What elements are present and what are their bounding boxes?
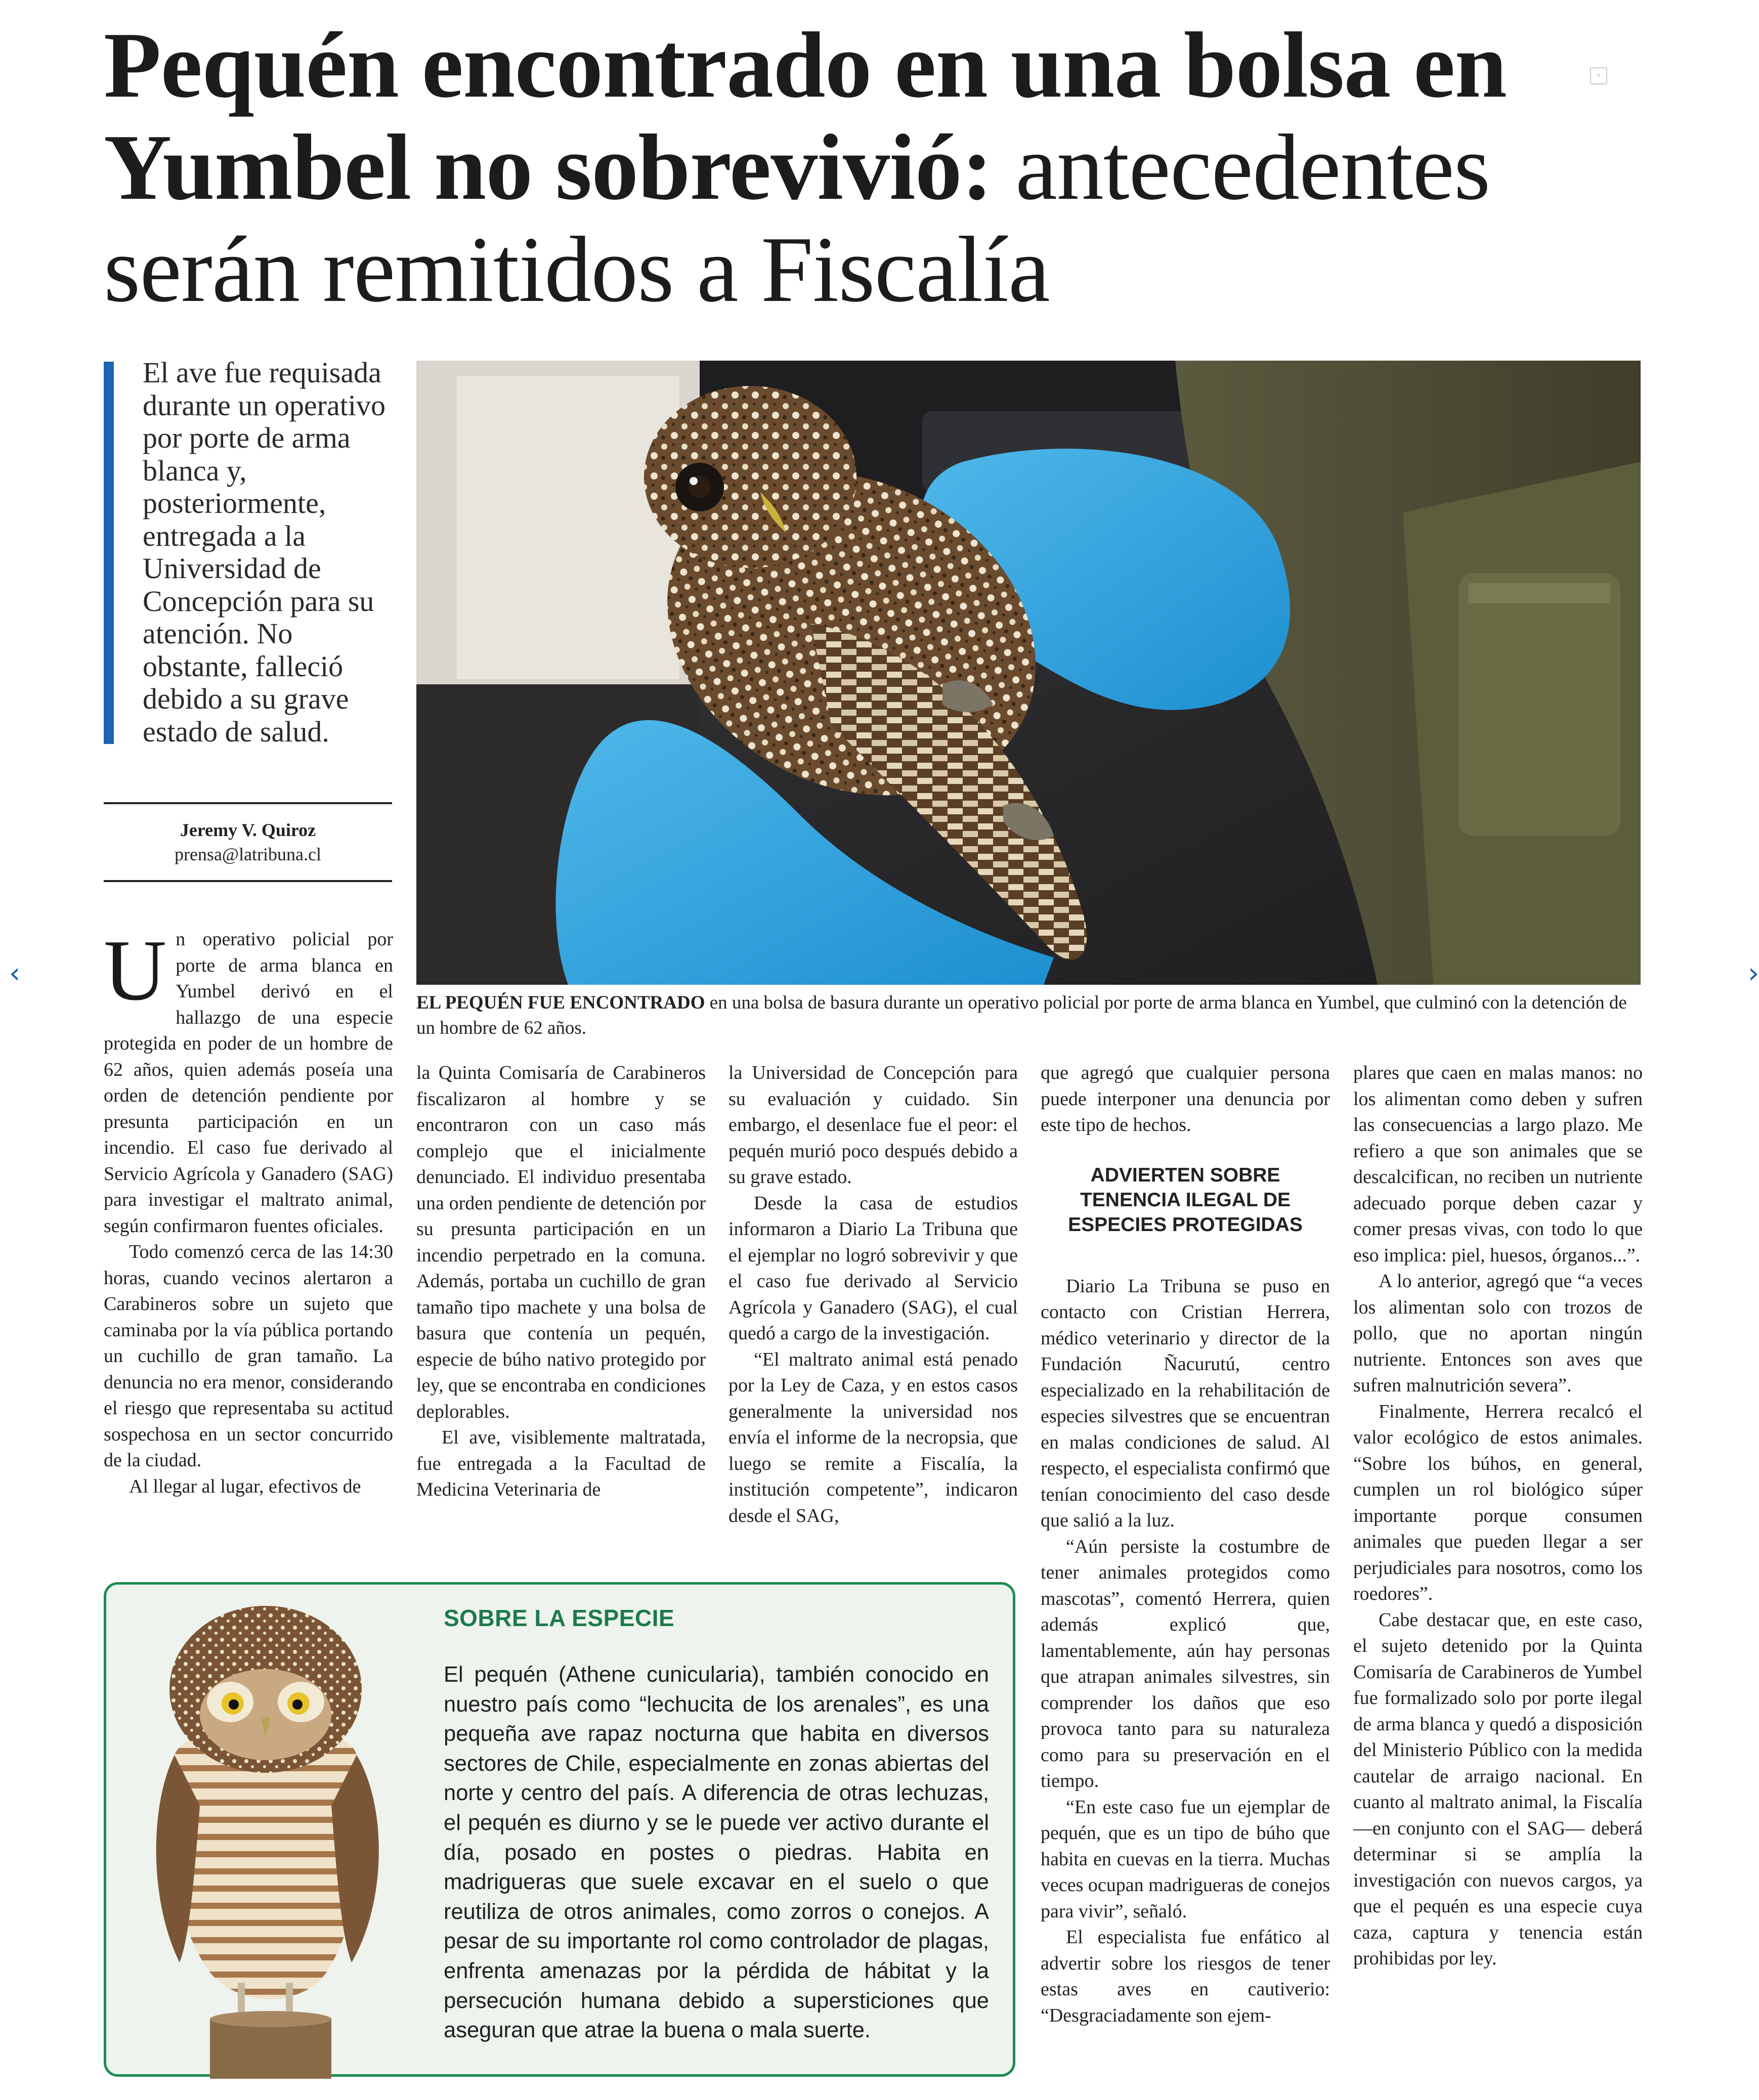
lead-accent-bar (104, 362, 114, 744)
lead-paragraph: El ave fue requisada durante un operativo por porte de arma blanca y, posteriormente, entregada a la Universidad de Concepción para su atención. No obstante, falleció debido a su grave estado de salud. (143, 356, 385, 748)
drop-cap: U (104, 923, 167, 1019)
photo-caption (416, 990, 1641, 1041)
headline (104, 14, 1601, 321)
body-paragraph: la Universidad de Concepción para su evaluación y cuidado. Sin embargo, el desenlace fue el peor: el pequén murió poco después debido a su grave estado. (728, 1062, 1018, 1188)
headline-bold: Pequén encontrado en una bolsa en Yumbel no sobrevivió: (104, 13, 1507, 220)
headline-light: antecedentes serán remitidos a Fiscalía (104, 115, 1490, 322)
caption-rest: en una bolsa de basura durante un operativo policial por porte de arma blanca en Yumbel, que culminó con la detención de un hombre de 62 años. (416, 992, 1627, 1038)
box-title: SOBRE LA ESPECIE (444, 1605, 675, 1631)
body-paragraph: Diario La Tribuna se puso en contacto con Cristian Herrera, médico veterinario y director de la Fundación Ñacurutú, centro especializado en la rehabilitación de especies silvestres que se encuentran en malas condiciones de salud. Al respecto, el especialista confirmó que tenían conocimiento del caso desde que salió a la luz. (1041, 1275, 1330, 1531)
body-text: n operativo policial por porte de arma blanca en Yumbel derivó en el hallazgo de una especie protegida en poder de un hombre de 62 años, quien además poseía una orden de detención pendiente por presunta participación en un incendio. El caso fue derivado al Servicio Agrícola y Ganadero (SAG) para investigar el maltrato animal, según confirmaron fuentes oficiales. (104, 929, 393, 1237)
body-paragraph: Al llegar al lugar, efectivos de (129, 1475, 361, 1497)
body-column-2 (416, 1060, 706, 1503)
byline-author: Jeremy V. Quiroz (180, 820, 316, 840)
body-paragraph: “Aún persiste la costumbre de tener animales protegidos como mascotas”, comentó Herrera, quien además explicó que, lamentablemente, aún hay personas que atrapan animales silvestres, sin comprender los daños que eso provoca tanto para su naturaleza como para su preservación en el tiempo. (1041, 1536, 1330, 1791)
body-paragraph: A lo anterior, agregó que “a veces los alimentan solo con trozos de pollo, que no aportan ningún nutriente. Entonces son aves que sufren malnutrición severa”. (1353, 1271, 1643, 1396)
body-paragraph: “El maltrato animal está penado por la Ley de Caza, y en estos casos generalmente la universidad nos envía el informe de la necropsia, que luego se remite a Fiscalía, la institución competente”, indicaron desde el SAG, (728, 1348, 1018, 1526)
caption-lead: EL PEQUÉN FUE ENCONTRADO (416, 992, 705, 1013)
section-subhead: ADVIERTEN SOBRE TENENCIA ILEGAL DE ESPECIES PROTEGIDAS (1068, 1164, 1303, 1236)
byline-bottom-rule (104, 880, 392, 882)
burrowing-owl-illustration-icon (134, 1588, 417, 2079)
body-column-5 (1353, 1060, 1643, 1972)
body-paragraph: “En este caso fue un ejemplar de pequén, que es un tipo de búho que habita en cuevas en la tierra. Muchas veces ocupan madrigueras de conejos para vivir”, señaló. (1041, 1796, 1330, 1922)
byline-top-rule (104, 802, 392, 804)
body-paragraph: El ave, visiblemente maltratada, fue entregada a la Facultad de Medicina Veterinaria de (416, 1427, 706, 1500)
body-paragraph: Finalmente, Herrera recalcó el valor ecológico de estos animales. “Sobre los búhos, en general, cumplen un rol biológico súper importante porque consumen animales que pueden llegar a ser perjudiciales para nosotros, como los roedores”. (1353, 1401, 1643, 1604)
byline-email: prensa@latribuna.cl (174, 844, 322, 864)
body-paragraph: que agregó que cualquier persona puede interponer una denuncia por este tipo de hechos. (1041, 1062, 1330, 1135)
body-column-3 (728, 1060, 1018, 1529)
page-marker-icon: ▫ (1590, 67, 1607, 84)
body-paragraph: plares que caen en malas manos: no los alimentan como deben y sufren las consecuencias a largo plazo. Me refiero a que son animales que se descalcifican, no reciben un nutriente adecuado porque deben cazar y comer presas vivas, con todo lo que eso implica: piel, huesos, órganos...”. (1353, 1062, 1643, 1266)
body-paragraph: El especialista fue enfático al advertir sobre los riesgos de tener estas aves en cautiverio: “Desgraciadamente son ejem- (1041, 1927, 1330, 2026)
body-paragraph: Cabe destacar que, en este caso, el sujeto detenido por la Quinta Comisaría de Carabineros de Yumbel fue formalizado solo por porte ilegal de arma blanca y quedó a disposición del Ministerio Público con la medida cautelar de arraigo nacional. En cuanto al maltrato animal, la Fiscalía —en conjunto con el SAG— deberá determinar si se amplía la investigación con nuevos cargos, ya que el pequén es una especie cuya caza, captura y tenencia están prohibidas por ley. (1353, 1609, 1643, 1969)
owl-photo (416, 361, 1641, 985)
body-paragraph: Desde la casa de estudios informaron a Diario La Tribuna que el ejemplar no logró sobrevivir y que el caso fue derivado al Servicio Agrícola y Ganadero (SAG), el cual quedó a cargo de la investigación. (728, 1192, 1018, 1344)
body-column-4 (1041, 1060, 1330, 2029)
body-paragraph: la Quinta Comisaría de Carabineros fiscalizaron al hombre y se encontraron con un caso más complejo que el inicialmente denunciado. El individuo presentaba una orden pendiente de detención por su presunta participación en un incendio perpetrado en la comuna. Además, portaba un cuchillo de gran tamaño tipo machete y una bolsa de basura que contenía un pequén, especie de búho nativo protegido por ley, que se encontraba en condiciones deplorables. (416, 1062, 706, 1422)
box-text: El pequén (Athene cunicularia), también conocido en nuestro país como “lechucita de los arenales”, es una pequeña ave rapaz nocturna que habita en diversos sectores de Chile, especialmente en zonas abiertas del norte y centro del país. A diferencia de otras lechuzas, el pequén es diurno y se le puede ver activo durante el día, posado en postes o piedras. Habita en madrigueras que suele excavar en el suelo o que reutiliza de otros animales, como zorros o conejos. A pesar de su importante rol como controlador de plagas, enfrenta amenazas por la pérdida de hábitat y la persecución humana debido a supersticiones que aseguran que atrae la buena o mala suerte. (444, 1663, 989, 2043)
body-paragraph: Todo comenzó cerca de las 14:30 horas, cuando vecinos alertaron a Carabineros sobre un sujeto que caminaba por la vía pública portando un cuchillo de gran tamaño. La denuncia no era menor, considerando el riesgo que representaba su actitud sospechosa en un sector concurrido de la ciudad. (104, 1241, 393, 1471)
body-paragraph (104, 923, 393, 1239)
prev-page-arrow-icon[interactable]: ‹ (9, 957, 21, 990)
body-column-1 (104, 923, 393, 1500)
next-page-arrow-icon[interactable]: › (1748, 957, 1759, 990)
